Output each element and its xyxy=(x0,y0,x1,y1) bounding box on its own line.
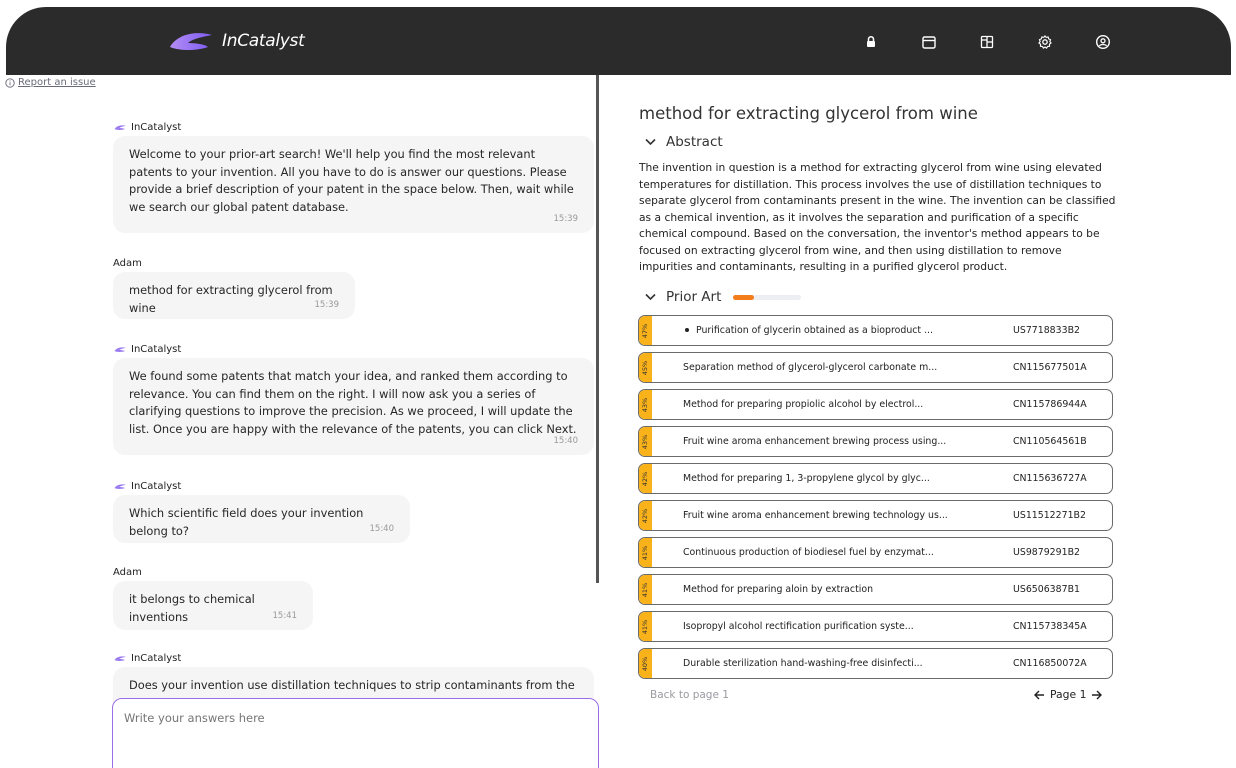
panel-divider[interactable] xyxy=(596,75,599,583)
message-text: Does your invention use distillation techniques to strip contaminants from the xyxy=(129,678,575,692)
progress-fill xyxy=(733,295,753,300)
bullet-dot xyxy=(685,328,689,332)
prior-art-row[interactable] xyxy=(638,463,1113,494)
abstract-toggle[interactable] xyxy=(645,134,723,150)
message-sender xyxy=(114,481,181,492)
patent-number: CN115636727A xyxy=(1013,473,1087,484)
relevance-score-badge xyxy=(639,390,652,419)
message-sender xyxy=(114,344,181,355)
patent-number: US6506387B1 xyxy=(1013,584,1080,595)
sender-name: Adam xyxy=(113,258,142,269)
message-time: 15:40 xyxy=(369,523,394,534)
header-icon-bar xyxy=(842,32,1132,52)
patent-number: US11512271B2 xyxy=(1013,510,1086,521)
chat-message xyxy=(113,358,594,455)
message-sender xyxy=(114,653,181,664)
prior-art-row[interactable] xyxy=(638,352,1113,383)
brand-mark-icon xyxy=(114,655,127,662)
relevance-score-badge xyxy=(639,649,652,678)
brand-mark-icon xyxy=(114,346,127,353)
prior-art-row[interactable] xyxy=(638,611,1113,642)
brand-logo[interactable] xyxy=(168,29,304,53)
message-time: 15:40 xyxy=(553,435,578,446)
message-time: 15:39 xyxy=(314,299,339,310)
relevance-score-badge xyxy=(639,575,652,604)
brand-name: InCatalyst xyxy=(222,31,305,51)
relevance-score: 40% xyxy=(641,656,650,671)
account-icon[interactable] xyxy=(1074,32,1132,52)
message-text: We found some patents that match your idea, and ranked them according to relevance. You can find them on the right. I will now ask you a series of clarifying questions to improve the precision. As we proceed, I will update the list. Once you are happy with the relevance of the patents, you can click Next. xyxy=(129,369,577,436)
sender-name: InCatalyst xyxy=(131,122,182,133)
message-time: 15:41 xyxy=(272,610,297,621)
message-time: 15:39 xyxy=(553,213,578,224)
patent-number: US7718833B2 xyxy=(1013,325,1080,336)
patent-title: Fruit wine aroma enhancement brewing process using... xyxy=(683,436,947,447)
arrow-right-icon[interactable] xyxy=(1091,690,1102,700)
relevance-score-badge xyxy=(639,612,652,641)
relevance-score-badge xyxy=(639,501,652,530)
chat-message xyxy=(113,272,355,319)
brand-mark-icon xyxy=(168,29,216,53)
sender-name: InCatalyst xyxy=(131,344,182,355)
top-navbar xyxy=(6,7,1231,75)
relevance-score: 41% xyxy=(641,582,650,597)
message-text: Welcome to your prior-art search! We'll help you find the most relevant patents to your invention. All you have to do is answer our questions. Please provide a brief description of your patent in the space below. Then, wait while we search our global patent database. xyxy=(129,147,574,214)
prior-art-toggle[interactable] xyxy=(645,289,801,305)
relevance-score-badge xyxy=(639,427,652,456)
prior-art-row[interactable] xyxy=(638,426,1113,457)
answer-input[interactable] xyxy=(112,698,599,768)
relevance-score: 42% xyxy=(641,508,650,523)
sender-name: InCatalyst xyxy=(131,481,182,492)
message-sender xyxy=(113,567,142,578)
relevance-score: 47% xyxy=(641,323,650,338)
message-text: it belongs to chemical inventions xyxy=(129,592,255,624)
prior-art-row[interactable] xyxy=(638,574,1113,605)
prior-art-progress xyxy=(733,295,801,300)
prior-art-row[interactable] xyxy=(638,648,1113,679)
prior-art-row[interactable] xyxy=(638,537,1113,568)
prior-art-heading: Prior Art xyxy=(666,289,722,305)
brand-mark-icon xyxy=(114,483,127,490)
patent-title: Method for preparing aloin by extraction xyxy=(683,584,874,595)
prior-art-row[interactable] xyxy=(638,500,1113,531)
chat-message xyxy=(113,495,410,543)
chat-message xyxy=(113,581,313,630)
patent-number: CN116850072A xyxy=(1013,658,1087,669)
chat-message xyxy=(113,136,594,233)
relevance-score: 45% xyxy=(641,360,650,375)
message-sender xyxy=(113,258,142,269)
settings-icon[interactable] xyxy=(1016,32,1074,52)
patent-title: Continuous production of biodiesel fuel by enzymat... xyxy=(683,547,934,558)
lock-icon[interactable] xyxy=(842,32,900,52)
prior-art-row[interactable] xyxy=(638,315,1113,346)
back-to-page-link[interactable]: Back to page 1 xyxy=(650,689,729,701)
calendar-icon[interactable] xyxy=(900,32,958,52)
patent-title: Isopropyl alcohol rectification purification syste... xyxy=(683,621,914,632)
relevance-score: 42% xyxy=(641,471,650,486)
patent-title: Purification of glycerin obtained as a bioproduct ... xyxy=(696,325,934,336)
patent-number: CN115677501A xyxy=(1013,362,1087,373)
relevance-score-badge xyxy=(639,538,652,567)
abstract-text: The invention in question is a method for extracting glycerol from wine using elevated temperatures for distillation. This process involves the use of distillation techniques to separate glycerol from contaminants present in the wine. The invention can be classified as a chemical invention, as it involves the separation and purification of a specific chemical compound. Based on the conversation, the inventor's method appears to be focused on extracting glycerol from wine, and then using distillation to remove impurities and contaminants, resulting in a purified glycerol product. xyxy=(639,161,1116,273)
relevance-score: 43% xyxy=(641,434,650,449)
message-sender xyxy=(114,122,181,133)
relevance-score-badge xyxy=(639,353,652,382)
arrow-left-icon[interactable] xyxy=(1034,690,1045,700)
relevance-score-badge xyxy=(639,316,652,345)
patent-title: Durable sterilization hand-washing-free disinfecti... xyxy=(683,658,923,669)
chevron-down-icon xyxy=(645,138,656,146)
relevance-score: 43% xyxy=(641,397,650,412)
page-label: Page 1 xyxy=(1050,688,1087,701)
patent-title: Fruit wine aroma enhancement brewing technology us... xyxy=(683,510,948,521)
sender-name: InCatalyst xyxy=(131,653,182,664)
chat-panel xyxy=(0,75,596,768)
patent-title: Method for preparing 1, 3-propylene glycol by glyc... xyxy=(683,473,930,484)
relevance-score: 41% xyxy=(641,545,650,560)
chevron-down-icon xyxy=(645,293,656,301)
patent-title: Method for preparing propiolic alcohol by electrol... xyxy=(683,399,924,410)
report-issue-link[interactable]: Report an issue xyxy=(18,77,96,88)
brand-mark-icon xyxy=(114,124,127,131)
patent-number: CN115786944A xyxy=(1013,399,1087,410)
prior-art-list xyxy=(638,315,1113,685)
pagination xyxy=(1034,688,1102,701)
sender-name: Adam xyxy=(113,567,142,578)
relevance-score: 41% xyxy=(641,619,650,634)
abstract-heading: Abstract xyxy=(666,134,723,150)
message-text: Which scientific field does your invention belong to? xyxy=(129,506,364,538)
patent-number: CN110564561B xyxy=(1013,436,1087,447)
patent-title: Separation method of glycerol-glycerol carbonate m... xyxy=(683,362,938,373)
message-text: method for extracting glycerol from wine xyxy=(129,283,333,315)
prior-art-row[interactable] xyxy=(638,389,1113,420)
document-title: method for extracting glycerol from wine xyxy=(639,104,978,123)
patent-number: CN115738345A xyxy=(1013,621,1087,632)
relevance-score-badge xyxy=(639,464,652,493)
patent-number: US9879291B2 xyxy=(1013,547,1080,558)
layout-icon[interactable] xyxy=(958,32,1016,52)
